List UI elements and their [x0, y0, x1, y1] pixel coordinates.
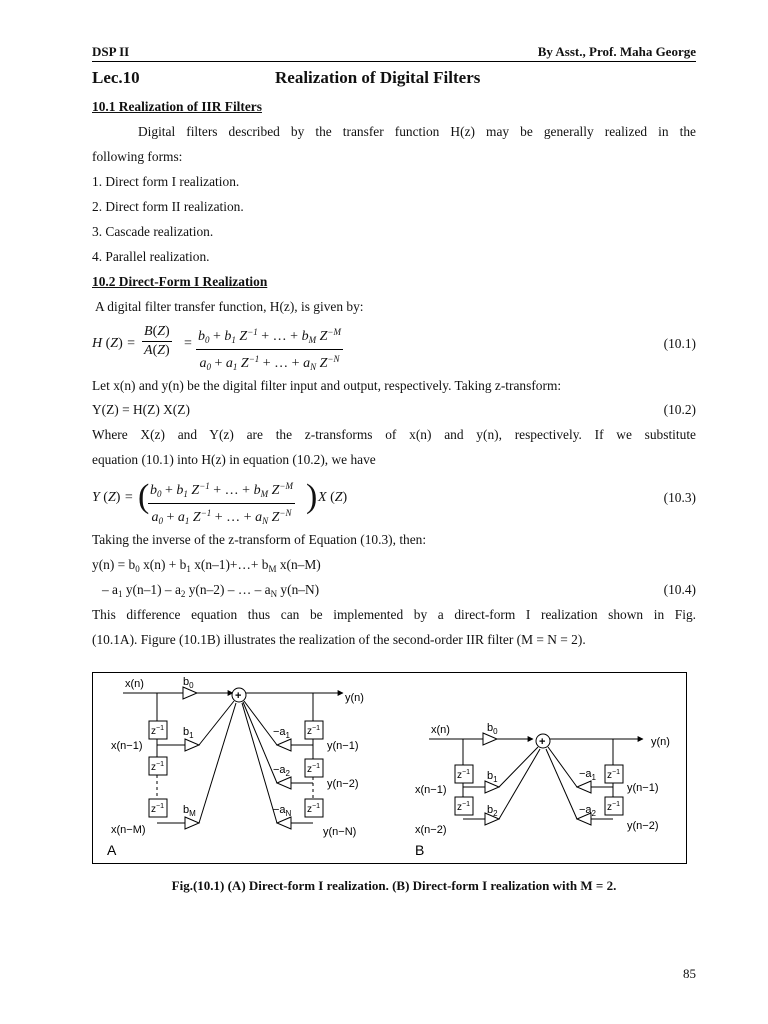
svg-text:b0	[487, 722, 498, 736]
paragraph-io: Let x(n) and y(n) be the digital filter input and output, respectively. Taking z-transform:	[92, 378, 562, 393]
equation-number-10-2: (10.2)	[663, 402, 696, 417]
b-yn2: y(n−2)	[627, 820, 659, 832]
b-a2: −a	[579, 804, 592, 816]
paragraph-difference-1: This difference equation thus can be implemented by a direct-form I realization shown in Fig.	[92, 607, 696, 622]
svg-text:z−1: $z^{-1}$	[151, 803, 164, 815]
equation-10-1: H (Z) = $\frac{B(Z)}{A(Z)}$ = $\frac{b_0 + b_1 Z^{-1} + \dots + b_M Z^{-M}}{a_0 + a_1 Z^{-1} + \dots + a_N Z^{-N}}$ (10.1)	[92, 324, 696, 372]
b-output-label: y(n)	[651, 736, 670, 748]
a-aN: −a	[273, 804, 286, 816]
intro-line-2: following forms:	[92, 149, 183, 164]
b-xn2: x(n−2)	[415, 824, 447, 836]
b-xn1: x(n−1)	[415, 784, 447, 796]
section-heading-10-1: 10.1 Realization of IIR Filters	[92, 99, 262, 114]
paragraph-substitute-1: Where X(z) and Y(z) are the z-transforms of x(n) and y(n), respectively. If we substitute	[92, 427, 696, 442]
svg-text:−a1	[273, 726, 291, 740]
svg-text:z−1: $z^{-1}$	[151, 761, 164, 773]
svg-text:z−1: $z^{-1}$	[307, 803, 320, 815]
a-xnM: x(n−M)	[111, 824, 146, 836]
equation-10-3: Y (Z) = ( $\frac{b_0 + b_1 Z^{-1} + \dots + b_M Z^{-M}}{a_0 + a_1 Z^{-1} + \dots + a_N Z^{-N}}$ ) X (Z) (10.3)	[92, 478, 696, 526]
b-a1: −a	[579, 768, 592, 780]
svg-text:z−1: $z^{-1}$	[457, 769, 470, 781]
a-input-label: x(n)	[125, 678, 144, 690]
b-input-label: x(n)	[431, 724, 450, 736]
svg-text:z−1: $z^{-1}$	[607, 769, 620, 781]
svg-text:z−1: $z^{-1}$	[607, 801, 620, 813]
figure-10-1	[92, 672, 687, 864]
equation-number-10-4: (10.4)	[663, 582, 696, 597]
lecture-title: Realization of Digital Filters	[275, 68, 481, 87]
equation-10-2-body: Y(Z) = H(Z) X(Z)	[92, 402, 190, 417]
intro-line-1: Digital filters described by the transfer function H(z) may be generally realized in the	[138, 124, 696, 139]
svg-text:z−1: $z^{-1}$	[457, 801, 470, 813]
svg-text:bM	[183, 804, 196, 818]
svg-text:−a2	[273, 764, 291, 778]
header-rule	[92, 61, 696, 62]
a-b1-sub: 1	[189, 731, 194, 740]
diagram-a-label: A	[107, 842, 117, 858]
a-output-label: y(n)	[345, 692, 364, 704]
lecture-number: Lec.10	[92, 68, 140, 87]
figure-caption: Fig.(10.1) (A) Direct-form I realization. (B) Direct-form I realization with M = 2.	[171, 878, 617, 893]
list-item-1: 1. Direct form I realization.	[92, 174, 240, 189]
adder-b: +	[539, 736, 546, 748]
a-aN-sub: N	[285, 809, 292, 818]
page-number: 85	[683, 966, 696, 981]
a-a1-sub: 1	[285, 731, 290, 740]
b-b1: b	[487, 770, 494, 782]
diagram-b-label: B	[415, 842, 425, 858]
svg-text:b1	[487, 770, 498, 784]
b-b2-sub: 2	[493, 809, 498, 818]
svg-text:−aN	[273, 804, 292, 818]
author-name: By Asst., Prof. Maha George	[537, 44, 696, 59]
a-bM-sub: M	[189, 809, 196, 818]
paragraph-substitute-2: equation (10.1) into H(z) in equation (10.2), we have	[92, 452, 376, 467]
equation-10-4-line-2: – $a_1$ $y(n-1) - a_2$ y(n–2) – … – $a_N$ y(n–N) (10.4)	[102, 582, 696, 599]
paragraph-difference-2: (10.1A). Figure (10.1B) illustrates the realization of the second-order IIR filter (M = N = 2).	[92, 632, 586, 647]
a-yn1: y(n−1)	[327, 740, 359, 752]
b-a1-sub: 1	[591, 773, 596, 782]
a-a2: −a	[273, 764, 286, 776]
list-item-4: 4. Parallel realization.	[92, 249, 210, 264]
a-bM: b	[183, 804, 190, 816]
equation-number-10-1: (10.1)	[663, 336, 696, 351]
a-a2-sub: 2	[285, 769, 290, 778]
svg-text:b2	[487, 804, 498, 818]
a-b1: b	[183, 726, 190, 738]
svg-text:z−1: $z^{-1}$	[151, 725, 164, 737]
a-a1: −a	[273, 726, 286, 738]
block-diagrams	[93, 673, 686, 863]
svg-text:b1	[183, 726, 194, 740]
svg-text:−a2	[579, 804, 597, 818]
equation-number-10-3: (10.3)	[663, 490, 696, 505]
adder-a: +	[235, 690, 242, 702]
equation-10-2	[92, 402, 696, 418]
paragraph-inverse: Taking the inverse of the z-transform of Equation (10.3), then:	[92, 532, 427, 547]
running-header	[92, 44, 696, 62]
svg-text:z−1: $z^{-1}$	[307, 725, 320, 737]
b-b0-sub: 0	[493, 727, 498, 736]
list-item-2: 2. Direct form II realization.	[92, 199, 244, 214]
b-yn1: y(n−1)	[627, 782, 659, 794]
b-b0: b	[487, 722, 494, 734]
b-a2-sub: 2	[591, 809, 596, 818]
a-b0-sub: 0	[189, 681, 194, 690]
list-item-3: 3. Cascade realization.	[92, 224, 214, 239]
a-xn1: x(n−1)	[111, 740, 143, 752]
svg-text:z−1: $z^{-1}$	[307, 763, 320, 775]
b-b2: b	[487, 804, 494, 816]
equation-10-4-line-1: $y(n) = b_0$ $x(n) + b_1$ x(n–1)+…+ $b_M$ x(n–M)	[92, 557, 321, 574]
paragraph-transfer-fn: A digital filter transfer function, H(z), is given by:	[95, 299, 364, 314]
a-yn2: y(n−2)	[327, 778, 359, 790]
b-b1-sub: 1	[493, 775, 498, 784]
a-b0: b	[183, 676, 190, 688]
course-name: DSP II	[92, 44, 130, 59]
section-heading-10-2: 10.2 Direct-Form I Realization	[92, 274, 268, 289]
a-ynN: y(n−N)	[323, 826, 357, 838]
svg-text:b0	[183, 676, 194, 690]
svg-text:−a1	[579, 768, 597, 782]
